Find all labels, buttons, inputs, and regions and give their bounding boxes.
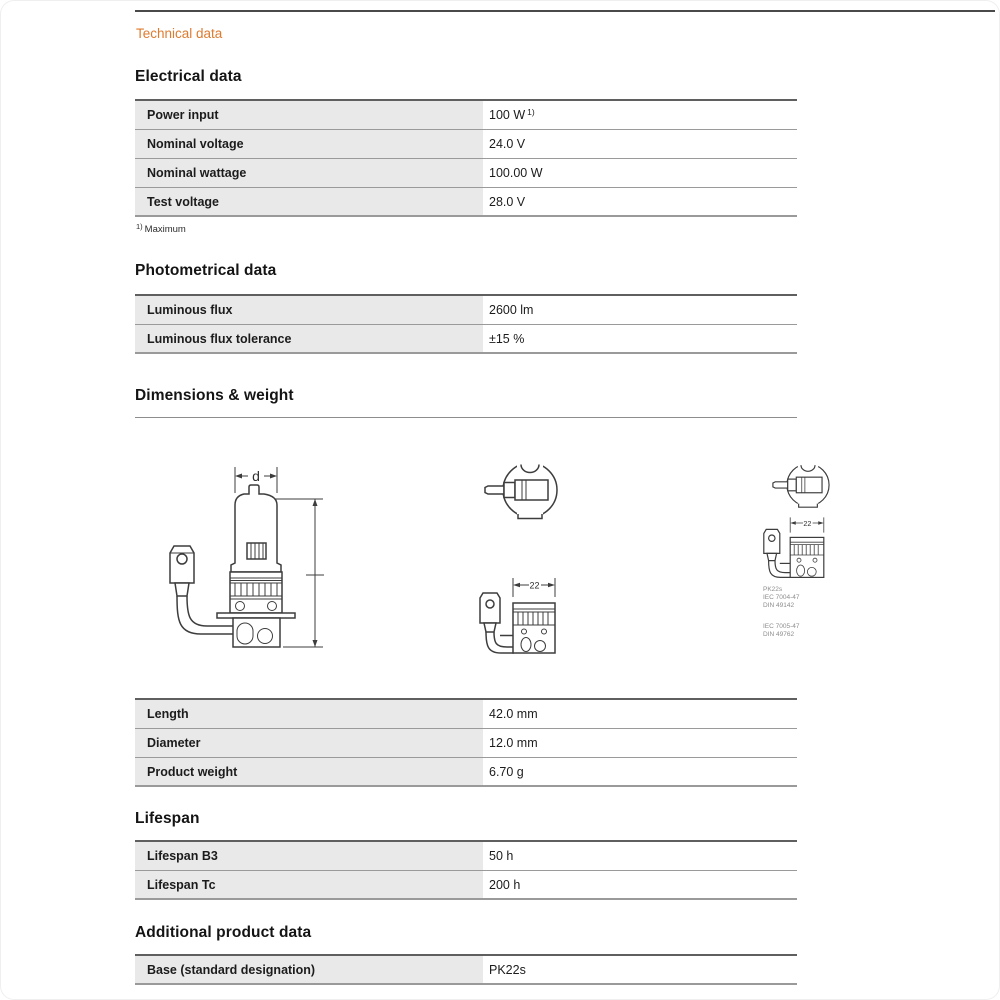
spec-label: Lifespan B3 xyxy=(135,842,483,870)
bulb-top-view-small-drawing xyxy=(773,461,829,508)
spec-label: Power input xyxy=(135,101,483,129)
table-row xyxy=(135,188,797,217)
additional-section-title: Additional product data xyxy=(135,924,312,941)
spec-label: Length xyxy=(135,700,483,728)
lifespan-section-title: Lifespan xyxy=(135,810,200,827)
spec-value: 2600 lm xyxy=(489,303,534,317)
spec-value: 42.0 mm xyxy=(489,707,538,721)
base-standards-block xyxy=(763,586,800,610)
base-side-view-drawing xyxy=(480,578,555,653)
footnote xyxy=(136,224,186,235)
spec-label: Nominal wattage xyxy=(135,159,483,187)
standards-line: DIN 49142 xyxy=(763,602,795,609)
table-row xyxy=(135,130,797,159)
table-row xyxy=(135,729,797,758)
table-row xyxy=(135,159,797,188)
standards-text xyxy=(763,586,800,652)
spec-value: 28.0 V xyxy=(489,195,526,209)
table-row xyxy=(135,956,797,985)
spec-label: Base (standard designation) xyxy=(135,956,483,983)
spec-value: 100.00 W xyxy=(489,166,543,180)
lifespan-table xyxy=(135,840,797,900)
technical-drawings: 22 d xyxy=(135,435,850,685)
technical-data-label: Technical data xyxy=(136,26,223,41)
spec-label: Test voltage xyxy=(135,188,483,215)
footnote-text: Maximum xyxy=(144,224,186,235)
spec-label: Luminous flux xyxy=(135,296,483,324)
table-row xyxy=(135,871,797,900)
bulb-front-view-drawing xyxy=(170,467,324,647)
base-side-view-small-drawing xyxy=(764,517,824,577)
table-row xyxy=(135,296,797,325)
spec-label: Lifespan Tc xyxy=(135,871,483,898)
spec-label: Product weight xyxy=(135,758,483,785)
spec-value: 200 h xyxy=(489,878,521,892)
spec-value: ±15 % xyxy=(489,332,525,346)
spec-value: PK22s xyxy=(489,963,526,977)
spec-value: 6.70 g xyxy=(489,765,524,779)
dimension-label-d: d xyxy=(252,468,260,484)
spec-value: 12.0 mm xyxy=(489,736,538,750)
spec-value xyxy=(483,101,797,129)
spec-value: 50 h xyxy=(489,849,514,863)
dimensions-section-title: Dimensions & weight xyxy=(135,387,294,404)
electrical-section-title: Electrical data xyxy=(135,68,242,85)
spec-label: Diameter xyxy=(135,729,483,757)
table-row xyxy=(135,842,797,871)
standards-line: PK22s xyxy=(763,586,783,593)
table-row xyxy=(135,758,797,787)
spec-value-text: 100 W xyxy=(489,108,526,122)
spec-label: Nominal voltage xyxy=(135,130,483,158)
table-row xyxy=(135,101,797,130)
spec-label: Luminous flux tolerance xyxy=(135,325,483,352)
section-rule xyxy=(135,417,797,418)
table-row xyxy=(135,700,797,729)
electrical-table xyxy=(135,99,797,217)
dimensions-table xyxy=(135,698,797,787)
footnote-marker: 1) xyxy=(136,222,143,231)
holder-standards-block xyxy=(763,623,800,639)
footnote-marker: 1) xyxy=(527,107,535,117)
standards-line: IEC 7004-47 xyxy=(763,594,800,601)
standards-line: IEC 7005-47 xyxy=(763,623,800,630)
bulb-top-view-drawing xyxy=(485,459,557,519)
spec-value: 24.0 V xyxy=(489,137,526,151)
top-rule xyxy=(135,10,995,12)
photometrical-section-title: Photometrical data xyxy=(135,262,277,279)
additional-table xyxy=(135,954,797,985)
photometrical-table xyxy=(135,294,797,354)
table-row xyxy=(135,325,797,354)
standards-line: DIN 49762 xyxy=(763,631,795,638)
